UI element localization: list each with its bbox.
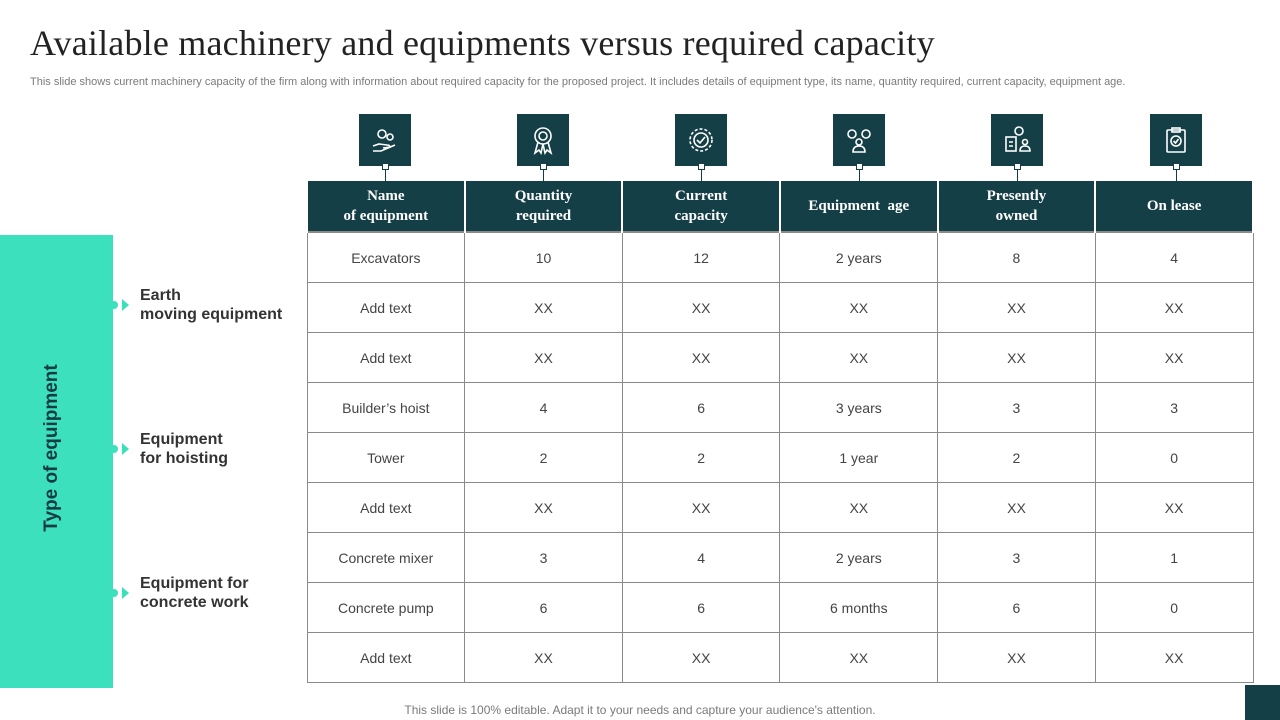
table-cell: 12: [622, 232, 780, 283]
table-cell: XX: [1095, 633, 1253, 683]
table-cell: 3: [465, 533, 623, 583]
table-cell: Add text: [307, 483, 465, 533]
connector-node: [540, 163, 547, 170]
table-cell: Tower: [307, 433, 465, 483]
header-line: Current: [675, 188, 728, 204]
table-cell: 4: [622, 533, 780, 583]
hand-gears-icon: [359, 114, 411, 166]
equipment-type-label: Type of equipment: [41, 364, 62, 532]
connector-node: [698, 163, 705, 170]
table-cell: XX: [780, 483, 938, 533]
equipment-table: [306, 181, 1254, 683]
clipboard-gear-icon: [991, 114, 1043, 166]
table-cell: 6: [622, 583, 780, 633]
header-line: owned: [995, 208, 1038, 224]
connector-node: [1173, 163, 1180, 170]
footer-note: This slide is 100% editable. Adapt it to your needs and capture your audience's attention.: [404, 703, 876, 717]
bullet-arrow-icon: [122, 443, 129, 455]
header-line: Name: [367, 188, 405, 204]
table-cell: 0: [1095, 583, 1253, 633]
table-row: [307, 433, 1253, 483]
table-cell: 1 year: [780, 433, 938, 483]
page-subtitle: This slide shows current machinery capacity of the firm along with information about required capacity for the proposed project. It includes details of equipment type, its name, quantity required, current capacity, equipment age.: [30, 76, 1126, 88]
page-title: Available machinery and equipments versus required capacity: [30, 23, 935, 63]
table-cell: 2 years: [780, 232, 938, 283]
table-row: [307, 633, 1253, 683]
table-cell: Add text: [307, 333, 465, 383]
table-row: [307, 583, 1253, 633]
table-cell: 6: [465, 583, 623, 633]
table-cell: XX: [938, 283, 1096, 333]
category-concrete-work: [110, 574, 300, 614]
category-label-line2: concrete work: [140, 594, 249, 611]
category-hoisting: [110, 430, 300, 470]
bullet-arrow-icon: [122, 587, 129, 599]
table-cell: 6: [938, 583, 1096, 633]
connector-node: [382, 163, 389, 170]
table-cell: 2 years: [780, 533, 938, 583]
table-cell: Add text: [307, 633, 465, 683]
table-header-row: [307, 181, 1253, 232]
table-cell: 4: [1095, 232, 1253, 283]
table-cell: 8: [938, 232, 1096, 283]
table-cell: XX: [622, 333, 780, 383]
category-label-line1: Earth: [140, 287, 181, 304]
table-cell: 3 years: [780, 383, 938, 433]
header-quantity-required: [465, 181, 623, 232]
header-line: Quantity: [514, 188, 573, 204]
table-cell: 6 months: [780, 583, 938, 633]
header-current-capacity: [622, 181, 780, 232]
table-cell: 2: [938, 433, 1096, 483]
table-cell: XX: [622, 283, 780, 333]
table-cell: XX: [1095, 333, 1253, 383]
table-cell: 3: [938, 383, 1096, 433]
bullet-dot-icon: [110, 301, 118, 309]
table-cell: XX: [780, 283, 938, 333]
header-equipment-age: [780, 181, 938, 232]
table-cell: XX: [465, 333, 623, 383]
header-line: of equipment: [343, 208, 429, 224]
table-cell: XX: [1095, 283, 1253, 333]
table-cell: XX: [465, 283, 623, 333]
table-cell: 2: [622, 433, 780, 483]
header-presently-owned: [938, 181, 1096, 232]
table-cell: XX: [465, 633, 623, 683]
connector-node: [856, 163, 863, 170]
header-line: required: [515, 208, 572, 224]
header-on-lease: [1095, 181, 1253, 232]
table-cell: 10: [465, 232, 623, 283]
connector-node: [1014, 163, 1021, 170]
table-cell: 3: [938, 533, 1096, 583]
table-cell: XX: [938, 633, 1096, 683]
table-cell: Excavators: [307, 232, 465, 283]
person-gears-icon: [833, 114, 885, 166]
bullet-dot-icon: [110, 589, 118, 597]
table-cell: Concrete pump: [307, 583, 465, 633]
table-cell: 0: [1095, 433, 1253, 483]
clipboard-check-icon: [1150, 114, 1202, 166]
header-line: Equipment age: [808, 198, 910, 214]
table-cell: 6: [622, 383, 780, 433]
bullet-dot-icon: [110, 445, 118, 453]
bullet-arrow-icon: [122, 299, 129, 311]
table-cell: XX: [622, 483, 780, 533]
header-line: Presently: [986, 188, 1047, 204]
award-ribbon-icon: [517, 114, 569, 166]
category-label-line2: for hoisting: [140, 450, 228, 467]
table-cell: XX: [780, 633, 938, 683]
table-row: [307, 333, 1253, 383]
table-cell: 4: [465, 383, 623, 433]
corner-accent: [1245, 685, 1280, 720]
table-row: [307, 483, 1253, 533]
table-cell: XX: [938, 333, 1096, 383]
category-label-line1: Equipment for: [140, 575, 249, 592]
table-cell: XX: [622, 633, 780, 683]
table-cell: XX: [938, 483, 1096, 533]
table-row: [307, 383, 1253, 433]
category-earth-moving: [110, 286, 300, 326]
header-line: capacity: [674, 208, 728, 224]
table-cell: XX: [1095, 483, 1253, 533]
category-label-line2: moving equipment: [140, 306, 283, 323]
header-line: On lease: [1146, 198, 1202, 214]
gear-check-icon: [675, 114, 727, 166]
table-cell: 1: [1095, 533, 1253, 583]
table-cell: Add text: [307, 283, 465, 333]
table-cell: Builder’s hoist: [307, 383, 465, 433]
table-cell: 2: [465, 433, 623, 483]
table-row: [307, 533, 1253, 583]
table-row: [307, 283, 1253, 333]
table-cell: 3: [1095, 383, 1253, 433]
header-name-of-equipment: [307, 181, 465, 232]
table-cell: XX: [465, 483, 623, 533]
category-label-line1: Equipment: [140, 431, 223, 448]
table-cell: Concrete mixer: [307, 533, 465, 583]
table-row: [307, 232, 1253, 283]
table-cell: XX: [780, 333, 938, 383]
